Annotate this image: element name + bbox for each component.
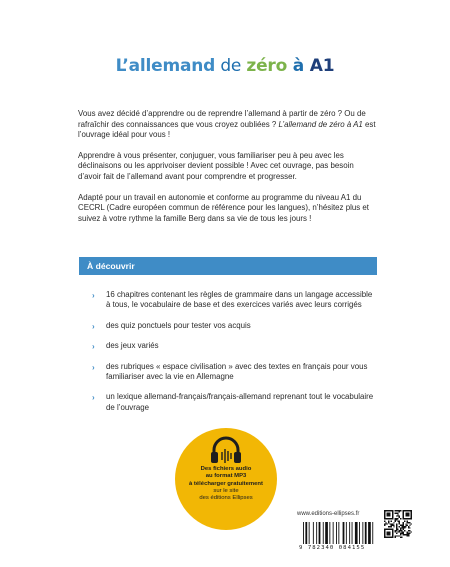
chevron-right-icon: › — [92, 291, 95, 300]
list-item: › 16 chapitres contenant les règles de grammaire dans un langage accessible à tous, le vocabulaire de base et des exercices variés avec leurs corrigés — [92, 290, 373, 310]
intro-book-name: L’allemand de zéro à A1 — [278, 119, 363, 129]
title-part-zero: zéro — [246, 56, 288, 76]
intro-paragraph-3: Adapté pour un travail en autonomie et conforme au programme du niveau A1 du CECRL (Cadre européen commun de référence pour les langues), n’hésitez plus et suivez à votre rythme la famille Berg dans sa vie de tous les jours ! — [78, 192, 369, 223]
section-banner-a-decouvrir: À découvrir — [79, 257, 377, 275]
list-item: › des rubriques « espace civilisation » avec des textes en français pour vous familiariser avec la vie en Allemagne — [92, 361, 368, 382]
qr-code-icon — [384, 510, 412, 538]
chevron-right-icon: › — [92, 393, 95, 403]
audio-line-4: sur le site — [213, 487, 239, 494]
audio-line-1: Des fichiers audio — [200, 466, 252, 472]
audio-line-2: au format MP3 — [205, 473, 247, 480]
list-item: › des jeux variés — [92, 341, 159, 352]
chevron-right-icon: › — [92, 321, 95, 331]
book-title — [0, 56, 450, 76]
title-part-a: à — [287, 56, 310, 76]
audio-line-3: à télécharger gratuitement — [189, 480, 263, 487]
list-item: › un lexique allemand-français/français-allemand reprenant tout le vocabulaire de l’ouvrage — [92, 392, 374, 412]
title-part-a1: A1 — [309, 56, 335, 76]
title-part-de: de — [215, 56, 247, 76]
intro-paragraph-2: Apprendre à vous présenter, conjuguer, vous familiariser peu à peu avec les déclinaisons ou les apprivoiser devient possible ! Avec cet ouvrage, pas besoin d’avoir fait de l’allemand avant pour comprendre et progresser. — [78, 150, 354, 181]
audio-text — [175, 466, 277, 502]
audio-badge — [175, 428, 277, 530]
chevron-right-icon: › — [92, 342, 95, 352]
publisher-website: www.editions-ellipses.fr — [297, 511, 360, 517]
features-list — [92, 290, 378, 423]
intro-text — [78, 109, 376, 234]
isbn-number: 9 782340 084155 — [299, 545, 366, 551]
barcode — [303, 522, 379, 544]
headphones-icon — [208, 436, 244, 466]
intro-paragraph-1: Vous avez décidé d’apprendre ou de reprendre l’allemand à partir de zéro ? Ou de rafraîchir des connaissances que vous croyez oubliées ? L’allemand de zéro à A1 est l’ouvrage idéal pour vous ! — [78, 109, 376, 140]
title-part-allemand: L’allemand — [115, 56, 216, 76]
audio-line-5: des éditions Ellipses — [199, 495, 253, 502]
list-item: › des quiz ponctuels pour tester vos acquis — [92, 320, 251, 331]
chevron-right-icon: › — [92, 362, 95, 372]
